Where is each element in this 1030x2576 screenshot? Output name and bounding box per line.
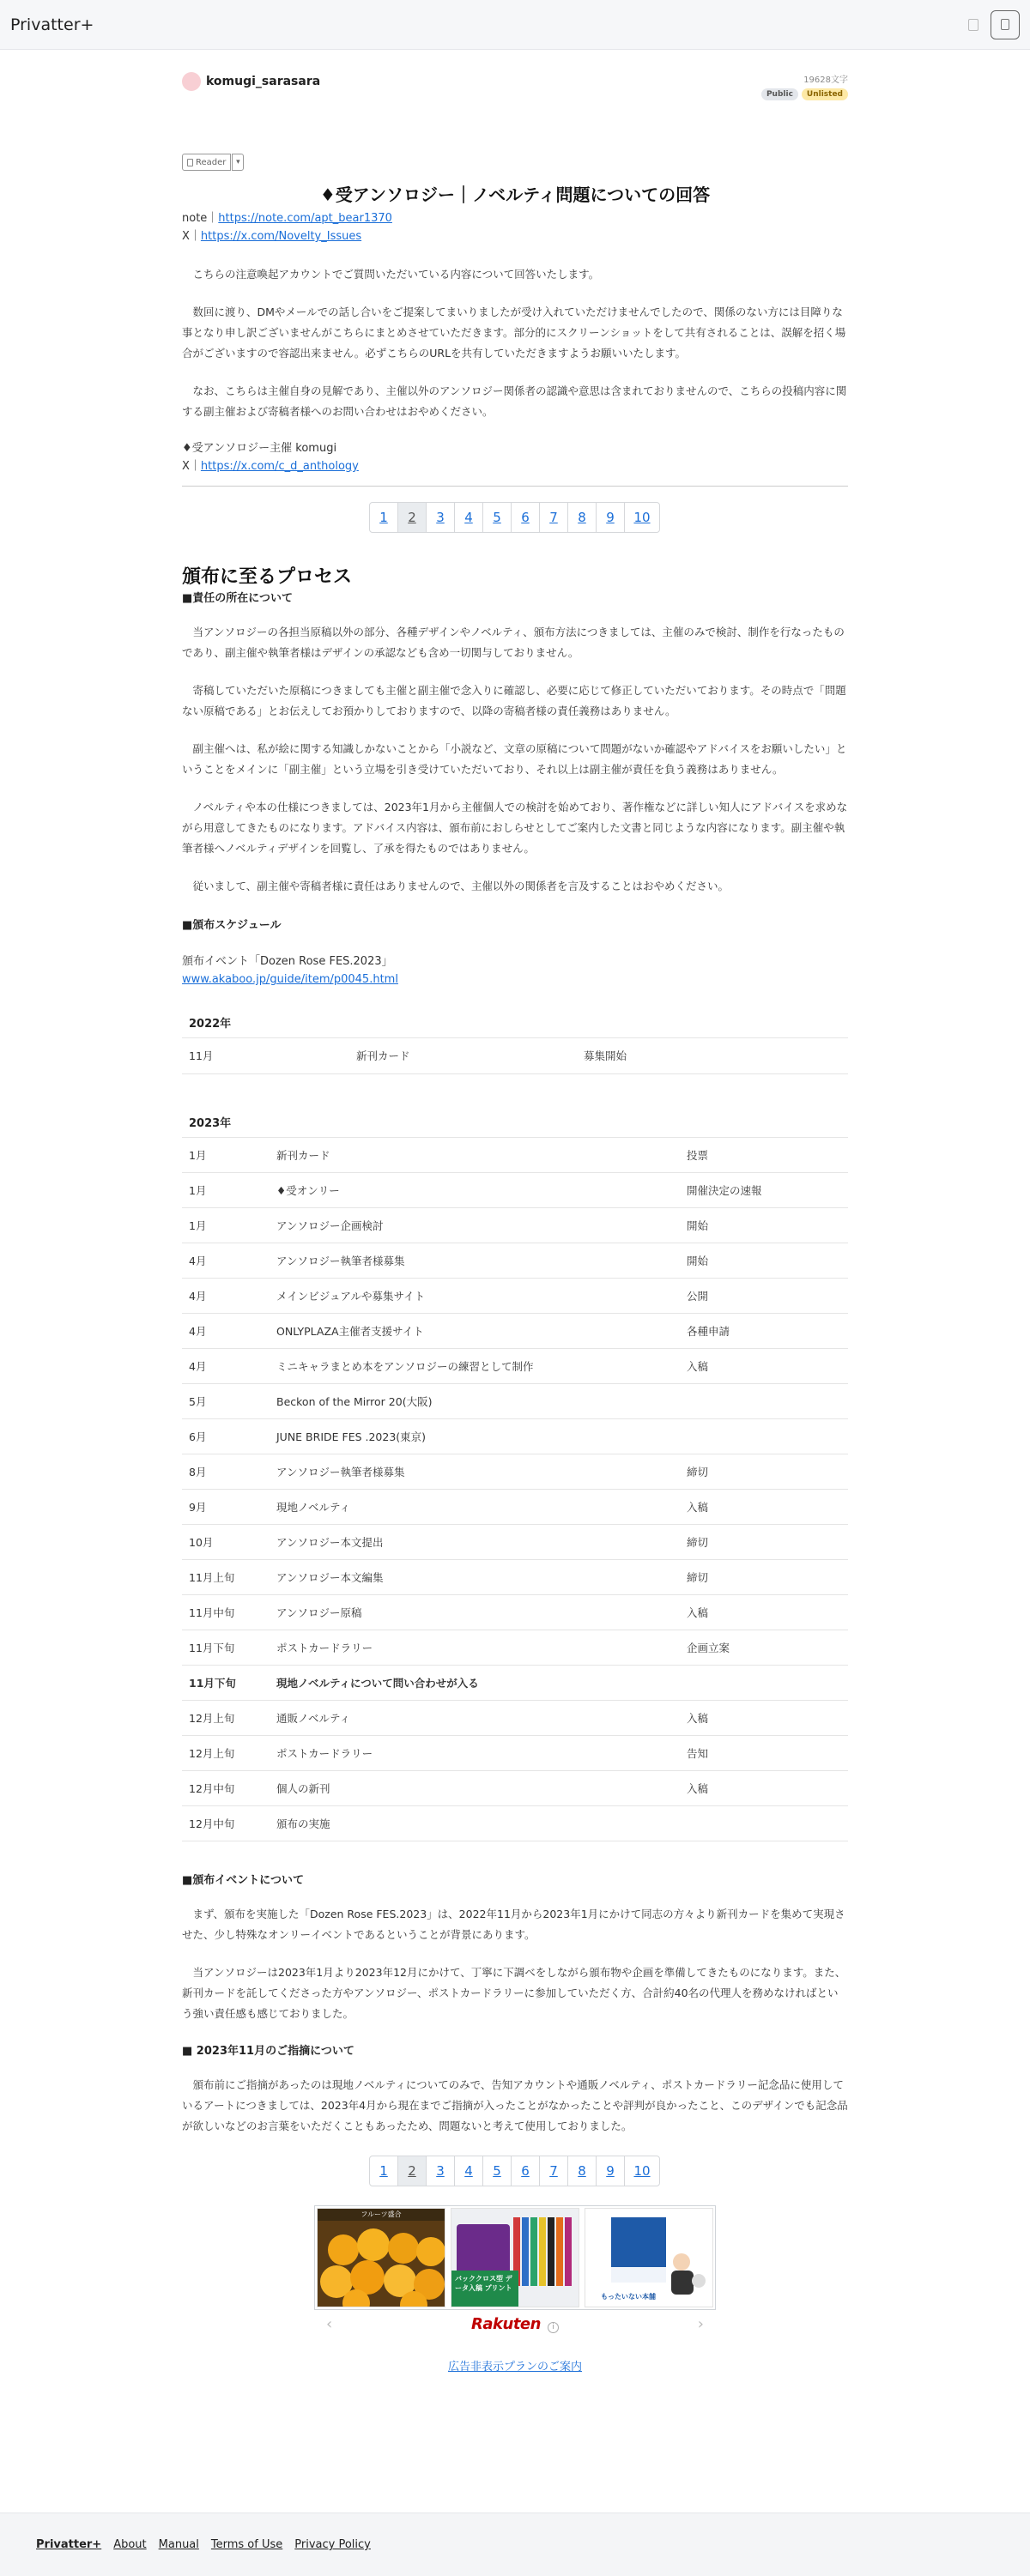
responsibility-paragraph: 副主催へは、私が絵に関する知識しかないことから「小説など、文章の原稿について問題がないか確認やアドバイスをお願いしたい」ということをメインに「副主催」という立場を引き受けていただいており、それ以上は副主催が責任を負う義務はありません。	[182, 742, 847, 776]
x-link-line	[182, 227, 848, 245]
status-cell: 締切	[680, 1454, 848, 1490]
status-cell: 投票	[680, 1138, 848, 1173]
note-prefix: note｜	[182, 212, 219, 225]
organizer-x-line	[182, 457, 848, 475]
intro-paragraph: こちらの注意喚起アカウントでご質問いただいている内容について回答いたします。	[182, 268, 600, 281]
reader-button[interactable]	[182, 154, 231, 171]
ad-frame	[314, 2205, 716, 2310]
table-row	[182, 1630, 848, 1666]
table-row	[182, 1595, 848, 1630]
item-cell: ♦受オンリー	[270, 1173, 680, 1208]
reader-control	[182, 154, 848, 171]
rakuten-logo: Rakuten	[471, 2315, 541, 2333]
nov-section-heading: ■ 2023年11月のご指摘について	[182, 2045, 354, 2058]
footer-about-link[interactable]: About	[113, 2538, 147, 2551]
status-cell: 公開	[680, 1279, 848, 1314]
footer-terms-link[interactable]: Terms of Use	[210, 2538, 283, 2551]
post-title: ♦受アンソロジー｜ノベルティ問題についての回答	[319, 184, 711, 205]
status-cell: 入稿	[680, 1349, 848, 1384]
item-cell: アンソロジー執筆者様募集	[270, 1243, 680, 1279]
responsibility-paragraph: 寄稿していただいた原稿につきましても主催と副主催で念入りに確認し、必要に応じて修正していただいております。その時点で「問題ない原稿である」とお伝えしてお預かりしておりますので、以降の寄稿者様の責任義務はありません。	[182, 684, 846, 717]
month-cell: 8月	[182, 1454, 270, 1490]
table-row	[182, 1771, 848, 1806]
status-cell: 募集開始	[577, 1038, 848, 1073]
ad-item-books[interactable]	[585, 2208, 713, 2307]
item-cell: 現地ノベルティ	[270, 1490, 680, 1525]
item-cell: Beckon of the Mirror 20(大阪)	[270, 1384, 680, 1419]
ad-caption: バッククロス型 データ入稿 プリント	[455, 2275, 512, 2292]
page-link-current[interactable]: 2	[397, 2156, 427, 2186]
schedule-2022	[182, 1006, 848, 1074]
table-row	[182, 1138, 848, 1173]
page-link[interactable]: 8	[567, 2156, 597, 2186]
month-cell: 10月	[182, 1525, 270, 1560]
page-link[interactable]: 7	[539, 2156, 568, 2186]
pagination-bottom	[182, 2156, 848, 2186]
page-link[interactable]: 4	[454, 2156, 483, 2186]
unlisted-badge: Unlisted	[802, 88, 848, 100]
divider	[182, 486, 848, 487]
table-row	[182, 1384, 848, 1419]
table-row	[182, 1806, 848, 1841]
item-cell: 個人の新刊	[270, 1771, 680, 1806]
page-link[interactable]: 6	[511, 502, 540, 533]
page-link[interactable]: 9	[596, 502, 625, 533]
month-cell: 12月上旬	[182, 1736, 270, 1771]
month-cell: 1月	[182, 1138, 270, 1173]
status-cell	[680, 1666, 848, 1701]
status-cell: 各種申請	[680, 1314, 848, 1349]
bookmark-icon[interactable]	[968, 19, 978, 31]
info-icon[interactable]: i	[548, 2322, 559, 2333]
status-cell: 入稿	[680, 1490, 848, 1525]
status-cell: 締切	[680, 1525, 848, 1560]
month-cell: 11月上旬	[182, 1560, 270, 1595]
ad-banner	[314, 2205, 716, 2333]
reader-label: Reader	[196, 157, 227, 167]
month-cell: 9月	[182, 1490, 270, 1525]
status-cell: 締切	[680, 1560, 848, 1595]
status-cell	[680, 1419, 848, 1454]
intro-paragraph: 数回に渡り、DMやメールでの話し合いをご提案してまいりましたが受け入れていただけませんでしたので、関係のない方には目障りな事となり申し訳ございませんがこちらにまとめさせていただきます。部分的にスクリーンショットをして共有されることは、誤解を招く場合がございますので容認出来ません。必ずこちらのURLを共有していただきますようお願いいたします。	[182, 305, 846, 360]
reader-dropdown-button[interactable]: ▾	[232, 154, 244, 171]
year-heading: 2022年	[182, 1006, 848, 1038]
menu-toggle-button[interactable]	[991, 10, 1020, 39]
status-cell: 入稿	[680, 1771, 848, 1806]
item-cell: 新刊カード	[349, 1038, 577, 1073]
table-row	[182, 1454, 848, 1490]
table-row	[182, 1666, 848, 1701]
ad-footer	[314, 2310, 716, 2333]
char-count: 19628文字	[803, 76, 848, 85]
table-row	[182, 1560, 848, 1595]
topbar-icons	[968, 10, 1020, 39]
status-cell: 企画立案	[680, 1630, 848, 1666]
book-icon	[187, 159, 193, 166]
post-meta	[761, 72, 848, 100]
avatar[interactable]	[182, 72, 201, 91]
page-link[interactable]: 3	[426, 502, 455, 533]
ad-caption: もったいない本舗	[601, 2293, 656, 2301]
item-cell: 新刊カード	[270, 1138, 680, 1173]
author-row	[182, 72, 848, 100]
month-cell: 4月	[182, 1349, 270, 1384]
month-cell: 1月	[182, 1173, 270, 1208]
page-link[interactable]: 5	[482, 502, 512, 533]
top-bar	[0, 0, 1030, 50]
brand-logo[interactable]: Privatter+	[10, 15, 94, 34]
item-cell: 現地ノベルティについて問い合わせが入る	[270, 1666, 680, 1701]
item-cell: メインビジュアルや募集サイト	[270, 1279, 680, 1314]
status-cell: 入稿	[680, 1701, 848, 1736]
month-cell: 4月	[182, 1243, 270, 1279]
item-cell: アンソロジー企画検討	[270, 1208, 680, 1243]
status-cell: 開始	[680, 1208, 848, 1243]
ad-item-fruit[interactable]	[317, 2208, 445, 2307]
event-paragraph: 当アンソロジーは2023年1月より2023年12月にかけて、丁寧に下調べをしながら頒布物や企画を準備してきたものになります。また、新刊カードを託してくださった方やアンソロジー、ポストカードラリーに参加していただく方、合計約40名の代理人を務めなければという強い責任感も感じておりました。	[182, 1966, 846, 2020]
table-row	[182, 1490, 848, 1525]
table-row	[182, 1279, 848, 1314]
page-link[interactable]: 1	[369, 2156, 398, 2186]
status-cell: 開催決定の速報	[680, 1173, 848, 1208]
item-cell: ポストカードラリー	[270, 1736, 680, 1771]
page-icon	[1001, 19, 1009, 30]
note-link-line	[182, 209, 848, 227]
fruit-image	[318, 2209, 445, 2307]
footer-privacy-link[interactable]: Privacy Policy	[294, 2538, 371, 2551]
month-cell: 1月	[182, 1208, 270, 1243]
status-cell: 入稿	[680, 1595, 848, 1630]
table-row	[182, 1525, 848, 1560]
item-cell: 頒布の実施	[270, 1806, 680, 1841]
table-row	[182, 1349, 848, 1384]
item-cell: ポストカードラリー	[270, 1630, 680, 1666]
chevron-right-icon[interactable]: ›	[697, 2315, 704, 2333]
badges	[761, 88, 848, 100]
page-link[interactable]: 7	[539, 502, 568, 533]
public-badge: Public	[761, 88, 798, 100]
adfree-row	[182, 2357, 848, 2373]
schedule-2023	[182, 1105, 848, 1842]
status-cell: 告知	[680, 1736, 848, 1771]
footer-brand-link[interactable]: Privatter+	[36, 2538, 102, 2551]
table-row	[182, 1243, 848, 1279]
item-cell: アンソロジー原稿	[270, 1595, 680, 1630]
item-cell: ONLYPLAZA主催者支援サイト	[270, 1314, 680, 1349]
item-cell: JUNE BRIDE FES .2023(東京)	[270, 1419, 680, 1454]
item-cell: アンソロジー執筆者様募集	[270, 1454, 680, 1490]
table-row	[182, 1173, 848, 1208]
schedule-table-2022	[182, 1038, 848, 1074]
ad-caption: フルーツ盛合	[318, 2209, 445, 2221]
note-link[interactable]: https://note.com/apt_bear1370	[218, 212, 392, 225]
schedule-heading: ■頒布スケジュール	[182, 919, 282, 932]
page-link[interactable]: 9	[596, 2156, 625, 2186]
event-link[interactable]: www.akaboo.jp/guide/item/p0045.html	[182, 973, 398, 986]
responsibility-paragraph: 従いまして、副主催や寄稿者様に責任はありませんので、主催以外の関係者を言及することはおやめください。	[182, 880, 730, 892]
table-row	[182, 1736, 848, 1771]
month-cell: 6月	[182, 1419, 270, 1454]
page-link[interactable]: 1	[369, 502, 398, 533]
x-prefix: X｜	[182, 230, 201, 243]
table-row	[182, 1419, 848, 1454]
event-paragraph: まず、頒布を実施した「Dozen Rose FES.2023」は、2022年11月から2023年1月にかけて同志の方々より新刊カードを集めて実現させた、少し特殊なオンリーイベントであるということが背景にあります。	[182, 1908, 845, 1941]
month-cell: 12月中旬	[182, 1771, 270, 1806]
month-cell: 12月中旬	[182, 1806, 270, 1841]
page-link-current[interactable]: 2	[397, 502, 427, 533]
post-container	[182, 72, 848, 2373]
month-cell: 11月中旬	[182, 1595, 270, 1630]
event-line: 頒布イベント「Dozen Rose FES.2023」	[182, 955, 393, 968]
author-name[interactable]: komugi_sarasara	[206, 75, 321, 88]
month-cell: 11月下旬	[182, 1666, 270, 1701]
month-cell: 4月	[182, 1314, 270, 1349]
ad-item-bag[interactable]	[451, 2208, 579, 2307]
schedule-table-2023	[182, 1138, 848, 1842]
table-row	[182, 1038, 848, 1073]
responsibility-paragraph: ノベルティや本の仕様につきましては、2023年1月から主催個人での検討を始めており、著作権などに詳しい知人にアドバイスを求めながら用意してきたものになります。アドバイス内容は、頒布前におしらせとしてご案内した文書と同じような内容になります。副主催や執筆者様へノベルティデザインを回覧し、了承を得たものではありません。	[182, 801, 848, 855]
status-cell	[680, 1806, 848, 1841]
footer-manual-link[interactable]: Manual	[158, 2538, 199, 2551]
site-footer	[0, 2513, 1030, 2576]
item-cell: ミニキャラまとめ本をアンソロジーの練習として制作	[270, 1349, 680, 1384]
month-cell: 4月	[182, 1279, 270, 1314]
rakuten-brand[interactable]	[471, 2315, 559, 2333]
month-cell: 11月	[182, 1038, 349, 1073]
page-link[interactable]: 4	[454, 502, 483, 533]
status-cell: 開始	[680, 1243, 848, 1279]
page-link[interactable]: 10	[624, 502, 660, 533]
pagination-top	[182, 502, 848, 533]
intro-paragraph: なお、こちらは主催自身の見解であり、主催以外のアンソロジー関係者の認識や意思は含まれておりませんので、こちらの投稿内容に関する副主催および寄稿者様へのお問い合わせはおやめください。	[182, 384, 847, 418]
page-link[interactable]: 3	[426, 2156, 455, 2186]
status-cell	[680, 1384, 848, 1419]
table-row	[182, 1208, 848, 1243]
chevron-left-icon[interactable]: ‹	[326, 2315, 333, 2333]
event-section-heading: ■頒布イベントについて	[182, 1874, 305, 1887]
page-link[interactable]: 8	[567, 502, 597, 533]
table-row	[182, 1314, 848, 1349]
page-link[interactable]: 10	[624, 2156, 660, 2186]
x-link[interactable]: https://x.com/Novelty_Issues	[200, 230, 362, 243]
author[interactable]	[182, 72, 320, 91]
month-cell: 5月	[182, 1384, 270, 1419]
item-cell: アンソロジー本文提出	[270, 1525, 680, 1560]
item-cell: アンソロジー本文編集	[270, 1560, 680, 1595]
adfree-plan-link[interactable]: 広告非表示プランのご案内	[447, 2361, 582, 2373]
year-heading: 2023年	[182, 1105, 848, 1138]
responsibility-heading: ■責任の所在について	[182, 592, 294, 605]
nov-paragraph: 頒布前にご指摘があったのは現地ノベルティについてのみで、告知アカウントや通販ノベルティ、ポストカードラリー記念品に使用しているアートにつきましては、2023年4月から現在までご指摘が入ったことがなかったことや評判が良かったこと、このデザインでも記念品が欲しいなどのお言葉をいただくこともあったため、問題ないと考えて使用しておりました。	[182, 2078, 848, 2132]
organizer-line: ♦受アンソロジー主催 komugi	[182, 442, 337, 455]
table-row	[182, 1701, 848, 1736]
section-heading: 頒布に至るプロセス	[182, 566, 353, 588]
event-link-line	[182, 971, 848, 989]
month-cell: 11月下旬	[182, 1630, 270, 1666]
organizer-x-prefix: X｜	[182, 460, 201, 473]
page-link[interactable]: 6	[511, 2156, 540, 2186]
page-link[interactable]: 5	[482, 2156, 512, 2186]
organizer-x-link[interactable]: https://x.com/c_d_anthology	[200, 460, 359, 473]
month-cell: 12月上旬	[182, 1701, 270, 1736]
item-cell: 通販ノベルティ	[270, 1701, 680, 1736]
responsibility-paragraph: 当アンソロジーの各担当原稿以外の部分、各種デザインやノベルティ、頒布方法につきましては、主催のみで検討、制作を行なったものであり、副主催や執筆者様はデザインの承認なども含め一切関与しておりません。	[182, 626, 845, 659]
